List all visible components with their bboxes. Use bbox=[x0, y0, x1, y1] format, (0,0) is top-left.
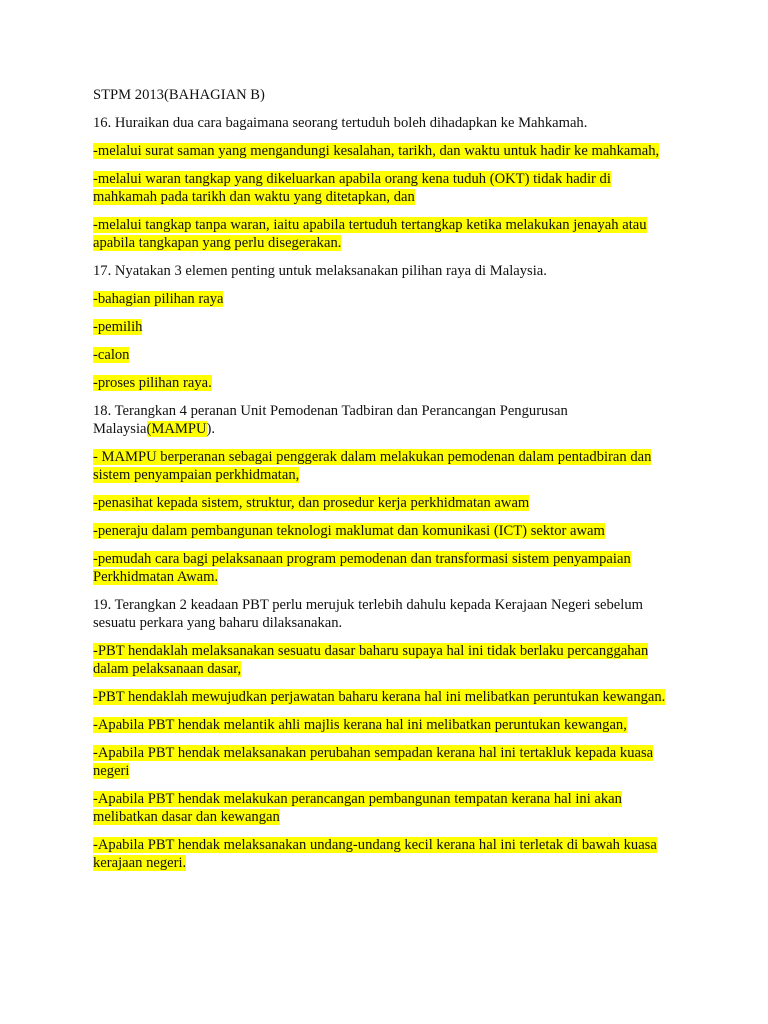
highlighted-text: -melalui tangkap tanpa waran, iaitu apabila tertuduh tertangkap ketika melakukan jenayah atau apabila tangkapan yang perlu disegerakan. bbox=[93, 217, 647, 251]
highlighted-text: -calon bbox=[93, 347, 130, 363]
answer-19-6 bbox=[93, 836, 673, 872]
highlighted-text: -melalui surat saman yang mengandungi kesalahan, tarikh, dan waktu untuk hadir ke mahkamah, bbox=[93, 143, 660, 159]
answer-17-3 bbox=[93, 346, 673, 364]
answer-19-2 bbox=[93, 688, 673, 706]
answer-16-2 bbox=[93, 170, 673, 206]
highlighted-text: -proses pilihan raya. bbox=[93, 375, 212, 391]
highlighted-text: -pemilih bbox=[93, 319, 143, 335]
highlighted-text: -Apabila PBT hendak melaksanakan undang-undang kecil kerana hal ini terletak di bawah kuasa kerajaan negeri. bbox=[93, 837, 657, 871]
highlighted-text: -penasihat kepada sistem, struktur, dan prosedur kerja perkhidmatan awam bbox=[93, 495, 530, 511]
answer-19-5 bbox=[93, 790, 673, 826]
highlighted-text: -bahagian pilihan raya bbox=[93, 291, 224, 307]
answer-19-3 bbox=[93, 716, 673, 734]
highlighted-text: -PBT hendaklah melaksanakan sesuatu dasar baharu supaya hal ini tidak berlaku percanggahan dalam pelaksanaan dasar, bbox=[93, 643, 649, 677]
document-title: STPM 2013(BAHAGIAN B) bbox=[93, 87, 265, 103]
question-19: 19. Terangkan 2 keadaan PBT perlu merujuk terlebih dahulu kepada Kerajaan Negeri sebelum sesuatu perkara yang baharu dilaksanakan. bbox=[93, 597, 643, 631]
question-16: 16. Huraikan dua cara bagaimana seorang tertuduh boleh dihadapkan ke Mahkamah. bbox=[93, 115, 588, 131]
answer-18-1 bbox=[93, 448, 673, 484]
answer-18-2 bbox=[93, 494, 673, 512]
highlighted-text: -PBT hendaklah mewujudkan perjawatan baharu kerana hal ini melibatkan peruntukan kewangan. bbox=[93, 689, 666, 705]
answer-19-4 bbox=[93, 744, 673, 780]
answer-17-4 bbox=[93, 374, 673, 392]
highlighted-text: -Apabila PBT hendak melantik ahli majlis kerana hal ini melibatkan peruntukan kewangan, bbox=[93, 717, 627, 733]
answer-16-1 bbox=[93, 142, 673, 160]
answer-18-4 bbox=[93, 550, 673, 586]
question-18-suffix: ). bbox=[206, 421, 216, 437]
question-17: 17. Nyatakan 3 elemen penting untuk melaksanakan pilihan raya di Malaysia. bbox=[93, 263, 547, 279]
highlighted-text: -Apabila PBT hendak melakukan perancangan pembangunan tempatan kerana hal ini akan melibatkan dasar dan kewangan bbox=[93, 791, 622, 825]
highlighted-text: - MAMPU berperanan sebagai penggerak dalam melakukan pemodenan dalam pentadbiran dan sistem penyampaian perkhidmatan, bbox=[93, 449, 652, 483]
highlighted-text: -Apabila PBT hendak melaksanakan perubahan sempadan kerana hal ini tertakluk kepada kuasa negeri bbox=[93, 745, 654, 779]
highlighted-text: -peneraju dalam pembangunan teknologi maklumat dan komunikasi (ICT) sektor awam bbox=[93, 523, 605, 539]
highlighted-text: -pemudah cara bagi pelaksanaan program pemodenan dan transformasi sistem penyampaian Perkhidmatan Awam. bbox=[93, 551, 631, 585]
highlighted-text: (MAMPU bbox=[146, 421, 207, 437]
question-18 bbox=[93, 402, 673, 438]
answer-18-3 bbox=[93, 522, 673, 540]
answer-17-2 bbox=[93, 318, 673, 336]
question-18-text: 18. Terangkan 4 peranan Unit Pemodenan Tadbiran dan Perancangan Pengurusan Malaysia bbox=[93, 403, 568, 437]
answer-17-1 bbox=[93, 290, 673, 308]
answer-16-3 bbox=[93, 216, 673, 252]
document-page bbox=[93, 86, 673, 882]
answer-19-1 bbox=[93, 642, 673, 678]
highlighted-text: -melalui waran tangkap yang dikeluarkan apabila orang kena tuduh (OKT) tidak hadir di mahkamah pada tarikh dan waktu yang ditetapkan, dan bbox=[93, 171, 611, 205]
